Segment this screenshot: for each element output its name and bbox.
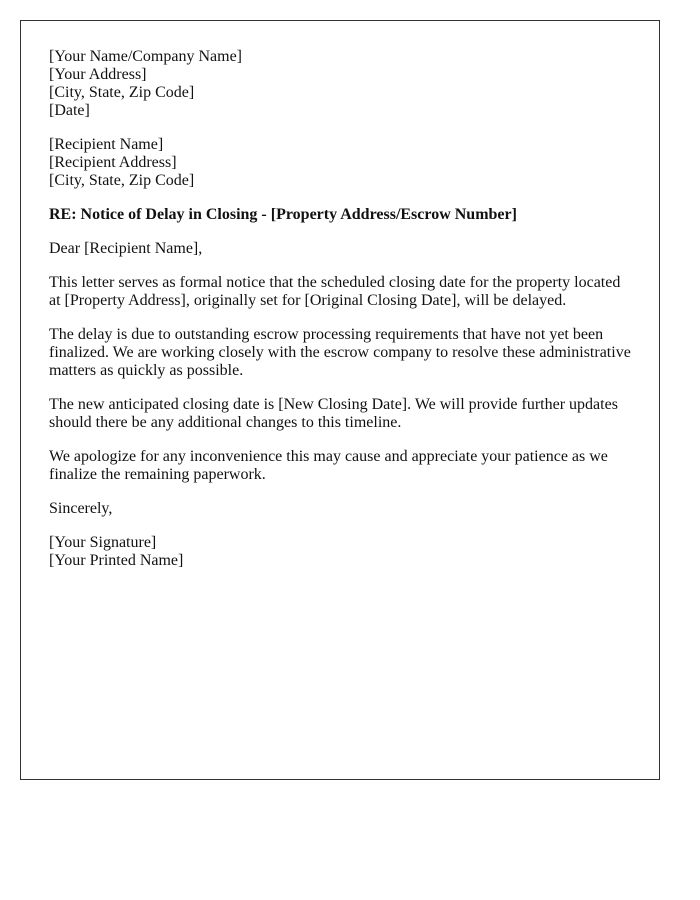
recipient-name: [Recipient Name] bbox=[49, 136, 164, 153]
letter-date: [Date] bbox=[49, 102, 90, 119]
letter-page bbox=[20, 20, 660, 780]
sender-address: [Your Address] bbox=[49, 66, 147, 83]
sender-city-state-zip: [City, State, Zip Code] bbox=[49, 84, 195, 101]
signature-block bbox=[49, 534, 631, 570]
signature: [Your Signature] bbox=[49, 534, 157, 551]
salutation: Dear [Recipient Name], bbox=[49, 240, 203, 257]
body-paragraph-reason: The delay is due to outstanding escrow processing requirements that have not yet been finalized. We are working closely with the escrow company to resolve these administrative matters as quickly as possible. bbox=[49, 326, 631, 379]
sender-block bbox=[49, 48, 631, 120]
recipient-city-state-zip: [City, State, Zip Code] bbox=[49, 172, 195, 189]
sender-name: [Your Name/Company Name] bbox=[49, 48, 243, 65]
body-paragraph-notice: This letter serves as formal notice that the scheduled closing date for the property located at [Property Address], originally set for [Original Closing Date], will be delayed. bbox=[49, 274, 621, 309]
body-paragraph-apology: We apologize for any inconvenience this may cause and appreciate your patience as we finalize the remaining paperwork. bbox=[49, 448, 608, 483]
closing: Sincerely, bbox=[49, 500, 113, 517]
subject-line: RE: Notice of Delay in Closing - [Property Address/Escrow Number] bbox=[49, 206, 517, 223]
printed-name: [Your Printed Name] bbox=[49, 552, 184, 569]
recipient-address: [Recipient Address] bbox=[49, 154, 177, 171]
body-paragraph-new-date: The new anticipated closing date is [New Closing Date]. We will provide further updates should there be any additional changes to this timeline. bbox=[49, 396, 618, 431]
recipient-block bbox=[49, 136, 631, 190]
